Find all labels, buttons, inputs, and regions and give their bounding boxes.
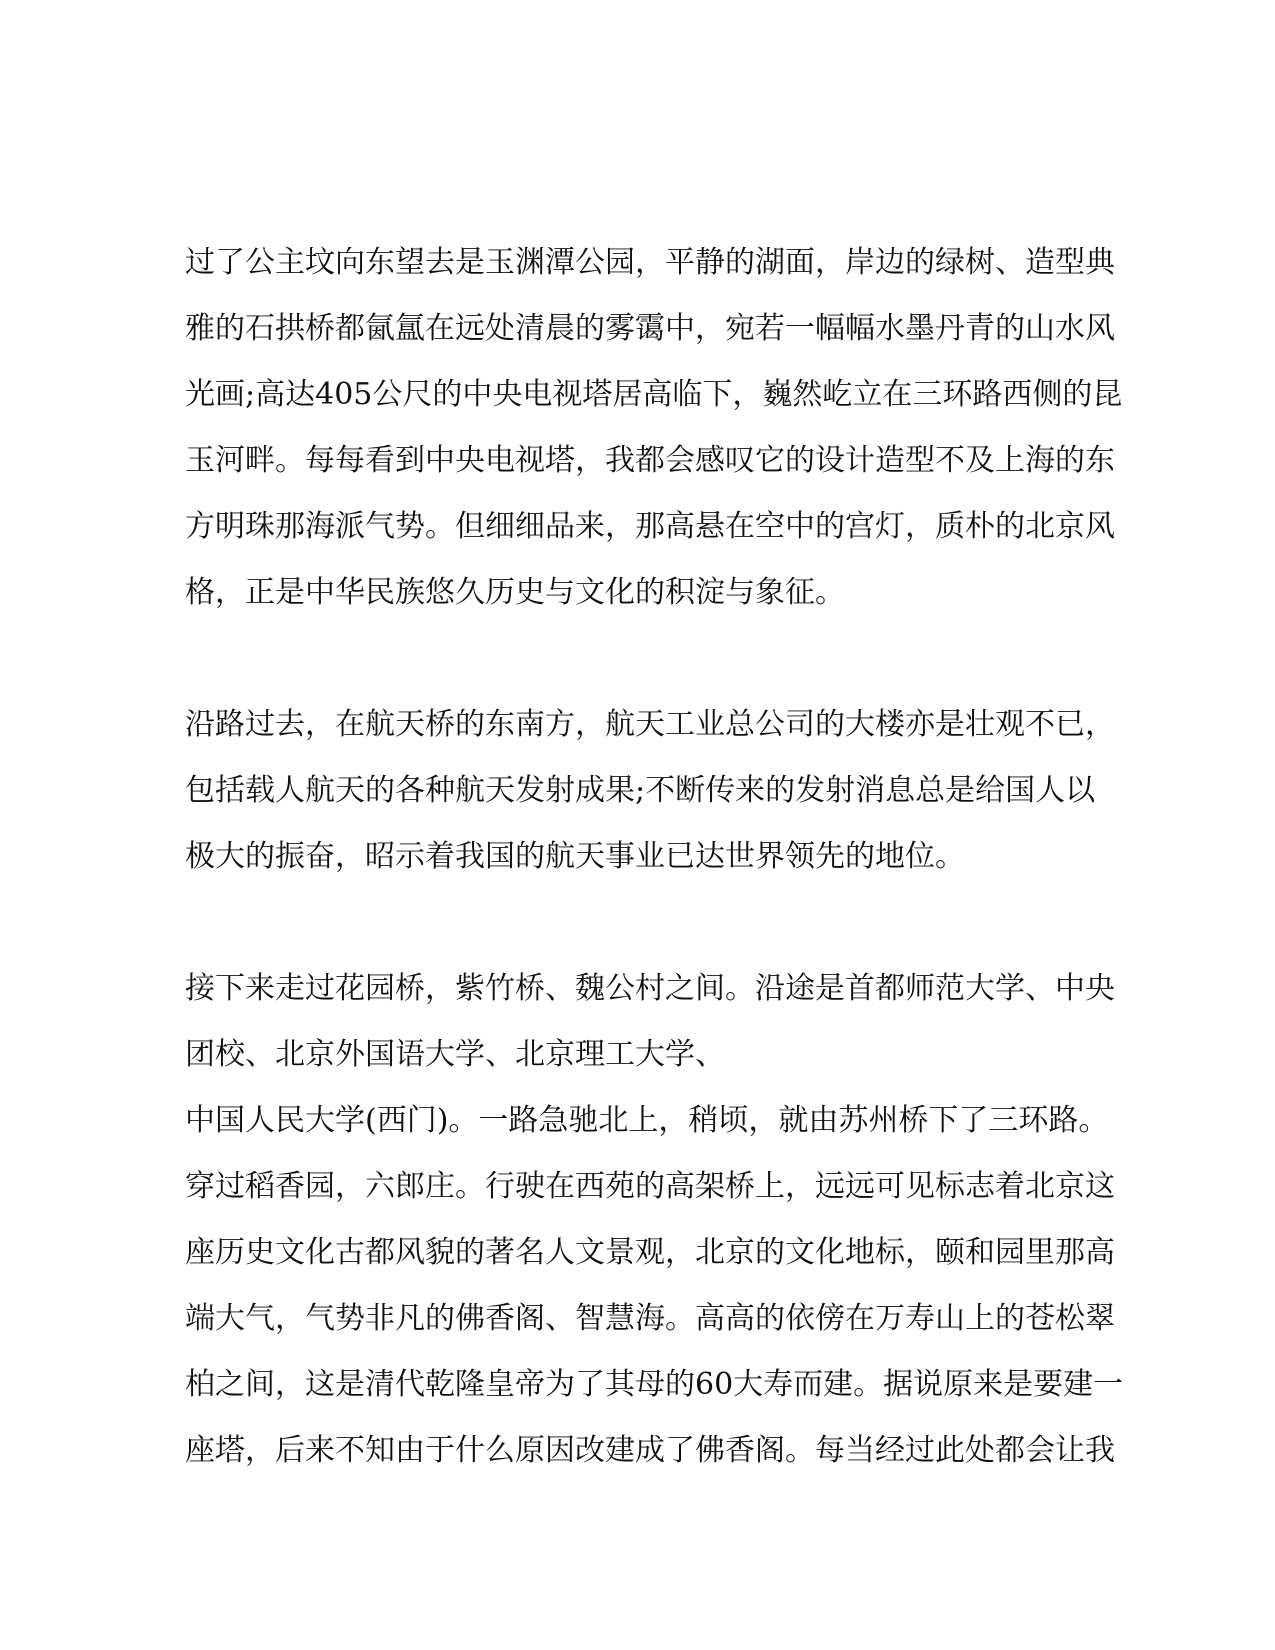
text-line: 座历史文化古都风貌的著名人文景观，北京的文化地标，颐和园里那高 (185, 1235, 1115, 1270)
text-line: 中国人民大学(西门)。一路急驰北上，稍顷，就由苏州桥下了三环路。 (185, 1103, 1109, 1138)
text-line: 雅的石拱桥都氤氲在远处清晨的雾霭中，宛若一幅幅水墨丹青的山水风 (185, 311, 1115, 346)
text-line: 柏之间，这是清代乾隆皇帝为了其母的60大寿而建。据说原来是要建一 (185, 1367, 1124, 1402)
paragraph-gap (185, 626, 1090, 692)
text-line: 光画;高达405公尺的中央电视塔居高临下，巍然屹立在三环路西侧的昆 (185, 377, 1123, 412)
text-line: 格，正是中华民族悠久历史与文化的积淀与象征。 (185, 575, 845, 610)
text-line: 极大的振奋，昭示着我国的航天事业已达世界领先的地位。 (185, 839, 965, 874)
text-line: 端大气，气势非凡的佛香阁、智慧海。高高的依傍在万寿山上的苍松翠 (185, 1301, 1115, 1336)
text-line: 穿过稻香园，六郎庄。行驶在西苑的高架桥上，远远可见标志着北京这 (185, 1169, 1115, 1204)
text-line: 过了公主坟向东望去是玉渊潭公园，平静的湖面，岸边的绿树、造型典 (185, 245, 1115, 280)
text-line: 团校、北京外国语大学、北京理工大学、 (185, 1037, 725, 1072)
text-line: 方明珠那海派气势。但细细品来，那高悬在空中的宫灯，质朴的北京风 (185, 509, 1115, 544)
paragraph-gap (185, 890, 1090, 956)
document-body (185, 230, 1124, 1484)
text-line: 沿路过去，在航天桥的东南方，航天工业总公司的大楼亦是壮观不已， (185, 707, 1115, 742)
paragraph-3 (185, 956, 1124, 1484)
text-line: 座塔，后来不知由于什么原因改建成了佛香阁。每当经过此处都会让我 (185, 1433, 1115, 1468)
text-line: 包括载人航天的各种航天发射成果;不断传来的发射消息总是给国人以 (185, 773, 1096, 808)
paragraph-1 (185, 230, 1123, 626)
text-line: 玉河畔。每每看到中央电视塔，我都会感叹它的设计造型不及上海的东 (185, 443, 1115, 478)
text-line: 接下来走过花园桥，紫竹桥、魏公村之间。沿途是首都师范大学、中央 (185, 971, 1115, 1006)
paragraph-2 (185, 692, 1115, 890)
